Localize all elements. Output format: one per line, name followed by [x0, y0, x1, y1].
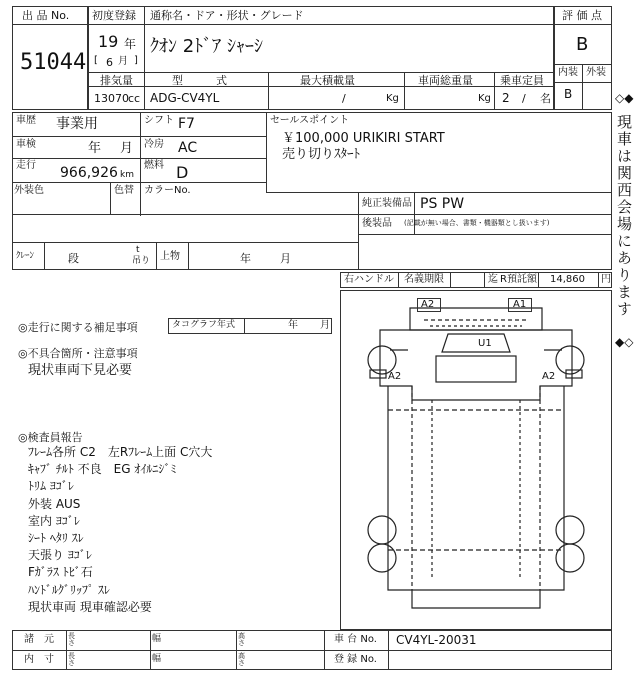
genuine-equipment-label: 純正装備品	[362, 198, 412, 209]
interior-width-label: 幅	[152, 654, 162, 664]
capacity-unit: 名	[540, 92, 551, 105]
inspector-report-line: ﾌﾚｰﾑ各所 C2 左Rﾌﾚｰﾑ上面 C穴大	[28, 445, 213, 459]
mileage-label: 走行	[16, 160, 36, 171]
color-no-label: カラーNo.	[144, 185, 191, 196]
kg-unit-2: Kg	[478, 93, 491, 104]
gross-weight-label: 車両総重量	[418, 74, 473, 87]
loading-year-unit: 年	[240, 252, 251, 265]
model-label: 型 式	[172, 74, 227, 87]
reg-month-unit: 月	[118, 56, 128, 67]
tacho-year-unit: 年	[288, 320, 298, 331]
chassis-no-label: 車 台 No.	[334, 634, 377, 645]
damage-a2-right: A2	[542, 371, 556, 382]
shift-value: F7	[178, 116, 195, 132]
loading-label: 上物	[160, 251, 180, 262]
tacho-label: タコグラフ年式	[172, 320, 236, 330]
ac-label: 冷房	[144, 139, 164, 150]
grade-value: B	[576, 34, 589, 55]
lot-number: 51044	[20, 50, 87, 75]
inspector-report-line: 現状車両 現車確認必要	[28, 599, 152, 614]
side-mark-bottom: ◆◇	[615, 335, 634, 349]
inspector-report-line: 外装 AUS	[28, 496, 81, 511]
inspection-label: 車検	[16, 139, 36, 150]
capacity-sep: /	[522, 92, 526, 105]
crane-stage: 段	[68, 252, 79, 265]
windshield	[442, 334, 510, 352]
reg-label: 初度登録	[92, 9, 136, 22]
registration-no-label: 登 録 No.	[334, 654, 377, 665]
ext-color-label: 外装色	[14, 185, 44, 196]
color-change-label: 色替	[114, 185, 134, 196]
displacement-value: 13070	[94, 92, 129, 105]
damage-a2-top: A2	[421, 299, 435, 310]
cab-outline	[380, 330, 572, 400]
side-mark-top: ◇◆	[615, 91, 634, 105]
mileage-unit: km	[120, 170, 134, 180]
until-label: 迄	[488, 274, 498, 285]
interior-label: 内装	[558, 67, 578, 78]
aftermarket-label: 後装品	[362, 218, 392, 229]
recycle-deposit-label: R預託額	[500, 274, 537, 285]
yen-unit: 円	[601, 274, 611, 285]
length-label: 長さ	[68, 632, 75, 647]
model-value: ADG-CV4YL	[150, 91, 220, 105]
history-value: 事業用	[56, 116, 98, 132]
defect-label: ◎不具合箇所・注意事項	[18, 347, 138, 360]
inspector-report-line: Fｶﾞﾗｽ ﾄﾋﾞ石	[28, 565, 93, 580]
history-label: 車歴	[16, 115, 36, 126]
inspector-report-line: 室内 ﾖｺﾞﾚ	[28, 513, 80, 528]
crane-ton: t	[136, 245, 140, 255]
exterior-label: 外装	[586, 67, 606, 78]
max-load-label: 最大積載量	[300, 74, 355, 87]
rear-right-wheel-1	[556, 516, 584, 544]
chassis-no-value: CV4YL-20031	[396, 633, 477, 647]
displacement-unit: cc	[128, 92, 141, 105]
inspector-report-line: ﾊﾝﾄﾞﾙｸﾞﾘｯﾌﾟ ｽﾚ	[28, 582, 110, 597]
reg-year: 19	[98, 32, 119, 51]
reg-year-unit: 年	[124, 37, 137, 51]
inspector-report-line: ﾄﾘﾑ ﾖｺﾞﾚ	[28, 479, 74, 494]
genuine-equipment-value: PS PW	[420, 196, 465, 212]
handle-side: 右ハンドル	[344, 274, 394, 285]
interior-length-label: 長さ	[68, 652, 75, 667]
rear-right-wheel-2	[556, 544, 584, 572]
damage-a2-left: A2	[388, 371, 402, 382]
max-load-sep: /	[342, 92, 346, 105]
dims-label: 諸 元	[24, 634, 54, 645]
inspector-report-line: 天張り ﾖｺﾞﾚ	[28, 548, 92, 563]
fuel-label: 燃料	[144, 160, 164, 171]
aftermarket-note: (記載が無い場合、書類・機器類とし扱います)	[404, 219, 550, 227]
width-label: 幅	[152, 634, 162, 644]
defect-value: 現状車両下見必要	[28, 363, 133, 378]
sales-point-label: セールスポイント	[270, 115, 350, 126]
inspector-report-line: ｼｰﾄ ﾍﾀﾘ ｽﾚ	[28, 531, 84, 545]
name-change-label: 名義期限	[404, 274, 444, 285]
sales-point-line1: ￥100,000 URIKIRI START	[282, 131, 445, 146]
lot-label: 出 品 No.	[22, 9, 70, 22]
inspector-report-line: ｷｬﾌﾞ ﾁﾙﾄ 不良 EG ｵｲﾙﾆｼﾞﾐ	[28, 462, 177, 477]
crane-label: ｸﾚｰﾝ	[16, 251, 35, 261]
inspector-report-label: ◎検査員報告	[18, 431, 83, 444]
shift-label: シフト	[144, 115, 174, 126]
rear-left-wheel-2	[368, 544, 396, 572]
damage-a1-top: A1	[513, 299, 527, 310]
inspection-year-unit: 年	[88, 141, 102, 156]
crane-hang: 吊り	[132, 256, 151, 266]
height-label: 高さ	[238, 632, 245, 647]
name-label: 通称名・ドア・形状・グレード	[150, 9, 304, 22]
sales-point-line2: 売り切りｽﾀｰﾄ	[282, 147, 361, 162]
interior-dims-label: 内 寸	[24, 654, 54, 665]
recycle-deposit-amount: 14,860	[550, 274, 585, 285]
rear-bumper	[412, 590, 540, 608]
side-notice-text: 現車は関西会場にあります	[615, 114, 633, 318]
inspection-month-unit: 月	[120, 141, 134, 156]
damage-u1: U1	[478, 338, 492, 349]
running-notes-label: ◎走行に関する補足事項	[18, 321, 138, 334]
ac-value: AC	[178, 140, 198, 156]
rear-left-wheel-1	[368, 516, 396, 544]
displacement-label: 排気量	[100, 74, 133, 87]
loading-month-unit: 月	[280, 252, 291, 265]
mileage-value: 966,926	[60, 165, 118, 181]
reg-month: 6	[106, 56, 113, 69]
tacho-month-unit: 月	[320, 320, 330, 331]
car-name: ｸｵﾝ 2ﾄﾞｱ ｼｬｰｼ	[150, 36, 263, 57]
grade-label: 評 価 点	[562, 9, 602, 22]
cab-roof	[436, 356, 516, 382]
interior-grade: B	[564, 87, 573, 101]
kg-unit-1: Kg	[386, 93, 399, 104]
vehicle-diagram	[340, 290, 612, 630]
capacity-value: 2	[502, 91, 510, 105]
chassis-frame	[388, 386, 564, 590]
fuel-value: D	[176, 163, 189, 182]
side-notice-band	[614, 114, 638, 344]
interior-height-label: 高さ	[238, 652, 245, 667]
capacity-label: 乗車定員	[500, 74, 544, 87]
